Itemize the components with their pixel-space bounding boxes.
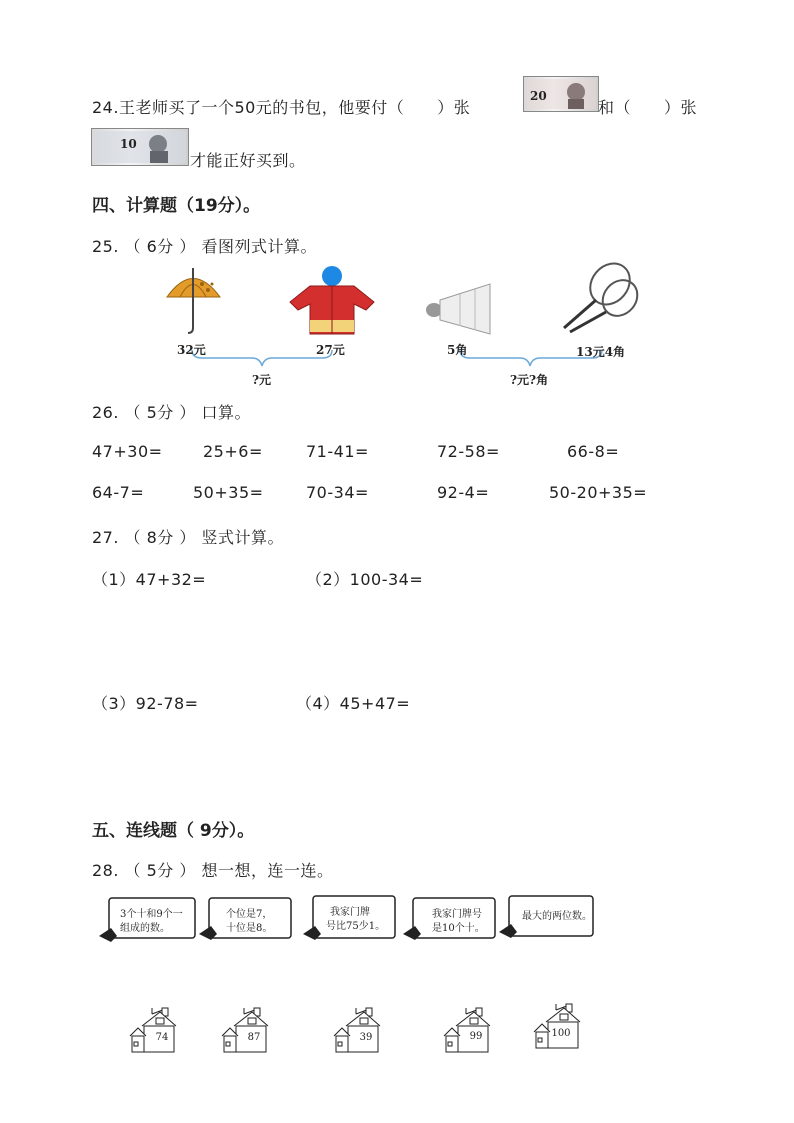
q26-r2-c4: 92-4= [437, 483, 490, 502]
card-3-line1: 我家门牌 [330, 907, 370, 918]
q28-title: 28. （ 5分 ） 想一想，连一连。 [92, 861, 334, 880]
q26-r2-c2: 50+35= [193, 483, 264, 502]
section4-title: 四、计算题（19分）。 [92, 196, 261, 216]
q27-item-4: （4）45+47= [296, 694, 411, 713]
q27-item-1: （1）47+32= [92, 570, 207, 589]
section5-title: 五、连线题（ 9分）。 [92, 821, 255, 841]
banknote-10-portrait-icon [92, 129, 188, 165]
q26-r2-c3: 70-34= [306, 483, 369, 502]
right-total: ?元?角 [510, 373, 549, 387]
q27-item-3: （3）92-78= [92, 694, 199, 713]
banknote-20-yuan [523, 76, 599, 112]
shuttlecock-icon [426, 284, 490, 334]
q26-r1-c2: 25+6= [203, 442, 263, 461]
house-number-5: 100 [551, 1028, 571, 1039]
card-1-line2: 组成的数。 [120, 923, 170, 934]
q26-r1-c3: 71-41= [306, 442, 369, 461]
house-icon-2 [222, 1008, 268, 1052]
card-4-line2: 是10个十。 [432, 923, 485, 934]
house-icon-3 [334, 1008, 380, 1052]
coat-price: 27元 [316, 343, 345, 357]
card-4-line1: 我家门牌号 [432, 909, 482, 920]
q25-title: 25. （ 6分 ） 看图列式计算。 [92, 237, 317, 256]
card-3-line2: 号比75少1。 [326, 921, 386, 932]
q28-houses [128, 1000, 598, 1056]
house-icon-4 [444, 1008, 490, 1052]
banknote-10-value: 10 [120, 137, 137, 151]
q26-r1-c1: 47+30= [92, 442, 163, 461]
house-number-1: 74 [155, 1032, 169, 1043]
q27-item-2: （2）100-34= [306, 570, 424, 589]
banknote-20-value: 20 [530, 89, 547, 103]
q26-r2-c1: 64-7= [92, 483, 145, 502]
rackets-icon [564, 262, 644, 332]
card-2-line1: 个位是7， [226, 909, 273, 920]
shuttlecock-price: 5角 [447, 343, 468, 357]
coat-icon [290, 266, 374, 334]
q26-title: 26. （ 5分 ） 口算。 [92, 403, 251, 422]
q24-text-part1: 24.王老师买了一个50元的书包，他要付（ ）张 [92, 98, 471, 117]
house-icon-1 [130, 1008, 176, 1052]
q24-text-part2: 和（ ）张 [598, 98, 698, 117]
racket-price: 13元4角 [576, 345, 626, 359]
left-total: ?元 [252, 373, 272, 387]
q25-picture [160, 262, 660, 382]
house-icon-5 [534, 1004, 580, 1048]
house-number-2: 87 [247, 1032, 261, 1043]
umbrella-icon [167, 268, 220, 333]
house-number-4: 99 [469, 1031, 483, 1042]
umbrella-price: 32元 [177, 343, 206, 357]
card-1-line1: 3个十和9个一 [120, 909, 183, 920]
q26-r1-c4: 72-58= [437, 442, 500, 461]
card-2-line2: 十位是8。 [226, 923, 273, 934]
card-5-line1: 最大的两位数。 [522, 911, 592, 922]
banknote-10-yuan [91, 128, 189, 166]
q26-r1-c5: 66-8= [567, 442, 620, 461]
q24-text-part3: 才能正好买到。 [190, 151, 306, 170]
q26-r2-c5: 50-20+35= [549, 483, 648, 502]
q27-title: 27. （ 8分 ） 竖式计算。 [92, 528, 284, 547]
house-number-3: 39 [359, 1032, 373, 1043]
left-bracket [192, 350, 332, 366]
